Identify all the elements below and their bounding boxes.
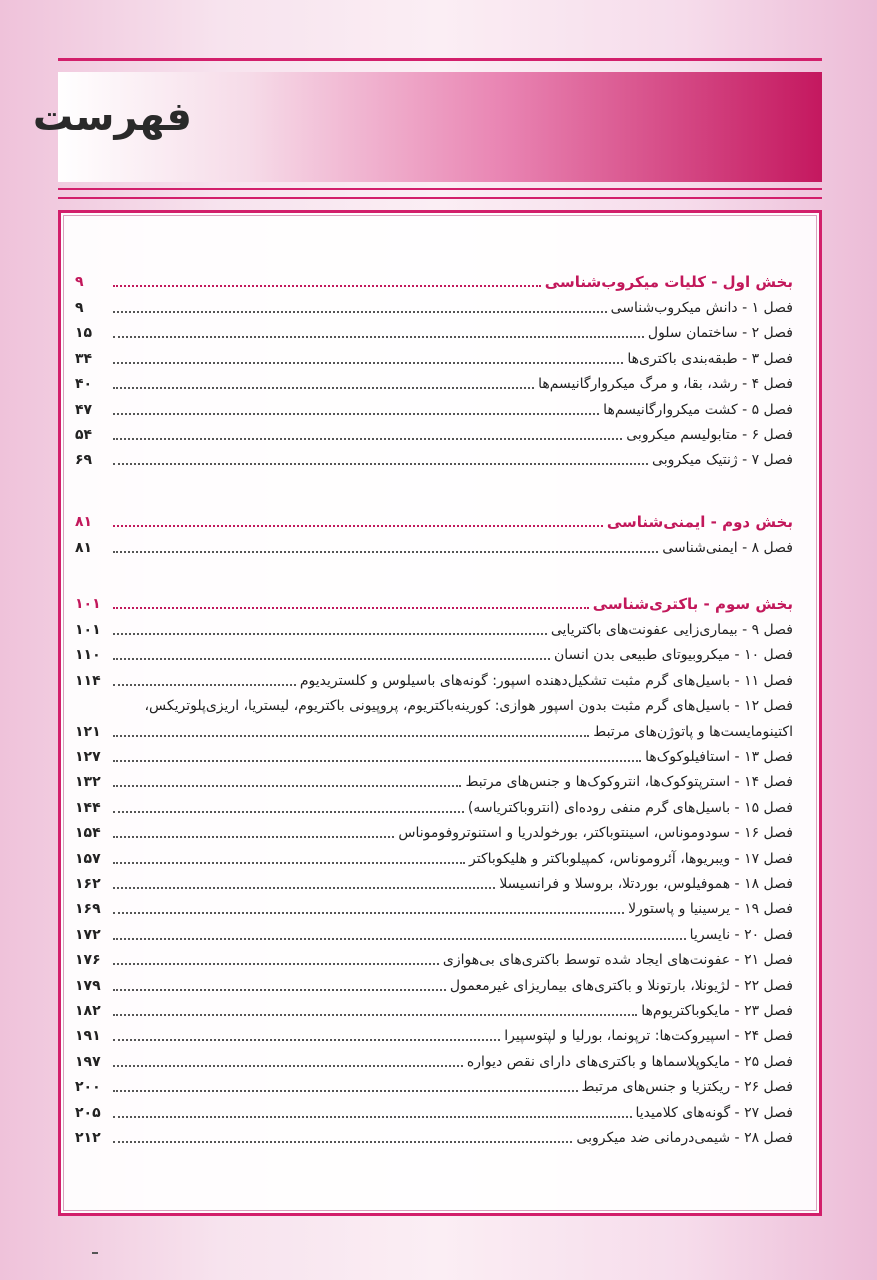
toc-chapter-title: فصل ۱۴ - استرپتوکوک‌ها، انتروکوک‌ها و جنس‌های مرتبط	[465, 774, 793, 791]
toc-chapter-title: اکتینومایست‌ها و پاتوژن‌های مرتبط	[593, 723, 793, 740]
toc-chapter-title: فصل ۲۲ - لژیونلا، بارتونلا و باکتری‌های بیماریزای غیرمعمول	[449, 977, 793, 994]
toc-chapter-title: فصل ۲۳ - مایکوباکتریوم‌ها	[641, 1003, 793, 1019]
toc-chapter-page-number: ۳۴	[75, 350, 93, 367]
toc-section-2-title: بخش دوم - ایمنی‌شناسی	[606, 513, 793, 531]
toc-chapter-title: فصل ۱۲ - باسیل‌های گرم مثبت بدون اسپور هوازی: کورینه‌باکتریوم، پروپیونی باکتریوم، لیستریا، اریزی‌پلوتریکس،	[144, 698, 793, 715]
toc-chapter-page-number: ۱۹۷	[75, 1053, 101, 1070]
page-title: فهرست	[32, 94, 192, 140]
dot-leader	[113, 836, 394, 838]
dot-leader	[113, 1039, 500, 1041]
toc-chapter[interactable]	[75, 294, 793, 318]
toc-chapter[interactable]	[75, 921, 793, 945]
toc-chapter[interactable]	[75, 870, 793, 894]
toc-chapter-title: فصل ۱۸ - هموفیلوس، بوردتلا، بروسلا و فرانسیسلا	[499, 876, 793, 892]
toc-section-2-page-number: ۸۱	[75, 514, 93, 530]
toc-chapter[interactable]	[75, 997, 793, 1021]
toc-chapter[interactable]	[75, 743, 793, 767]
dot-leader	[113, 525, 603, 527]
dot-leader	[113, 311, 607, 313]
toc-chapter[interactable]	[75, 667, 793, 691]
toc-chapter[interactable]	[75, 421, 793, 445]
toc-chapter-page-number: ۱۱۴	[75, 672, 101, 689]
toc-chapter[interactable]	[75, 616, 793, 640]
toc-chapter-page-number: ۱۵	[75, 325, 93, 342]
dot-leader	[113, 633, 547, 635]
toc-chapter[interactable]	[75, 1124, 793, 1148]
toc-chapter-title: فصل ۴ - رشد، بقا، و مرگ میکروارگانیسم‌ها	[538, 376, 793, 393]
toc-chapter-page-number: ۱۶۹	[75, 901, 101, 918]
toc-chapter-title: فصل ۱۵ - باسیل‌های گرم منفی روده‌ای (انتروباکتریاسه)	[467, 799, 793, 816]
toc-chapter-title: فصل ۲ - ساختمان سلول	[647, 325, 793, 342]
toc-chapter[interactable]	[75, 1099, 793, 1123]
dot-leader	[113, 607, 589, 609]
toc-chapter-title: فصل ۱۱ - باسیل‌های گرم مثبت تشکیل‌دهنده اسپور: گونه‌های باسیلوس و کلستریدیوم	[299, 672, 793, 689]
toc-chapter-title: فصل ۱ - دانش میکروب‌شناسی	[610, 300, 793, 316]
toc-section-3-page-number: ۱۰۱	[75, 596, 101, 612]
dot-leader	[113, 938, 686, 940]
toc-chapter-page-number: ۱۵۷	[75, 850, 101, 867]
toc-chapter-page-number: ۲۰۵	[75, 1104, 101, 1121]
toc-chapter-title: فصل ۱۹ - یرسینیا و پاستورلا	[628, 901, 793, 918]
toc-chapter-title: فصل ۸ - ایمنی‌شناسی	[662, 540, 793, 556]
toc-section-2[interactable]	[75, 508, 793, 532]
dot-leader	[113, 1065, 463, 1067]
toc-chapter[interactable]	[75, 895, 793, 919]
toc-chapter-page-number: ۱۲۷	[75, 749, 101, 765]
toc-section-3[interactable]	[75, 590, 793, 614]
toc-chapter-page-number: ۱۱۰	[75, 647, 101, 664]
toc-chapter[interactable]	[75, 641, 793, 665]
dot-leader	[113, 438, 622, 440]
toc-chapter-line[interactable]	[75, 692, 793, 716]
toc-chapter-page-number: ۱۴۴	[75, 799, 101, 816]
toc-chapter-page-number: ۱۵۴	[75, 825, 101, 842]
toc-chapter-title: فصل ۲۷ - گونه‌های کلامیدیا	[635, 1104, 793, 1121]
toc-chapter-page-number: ۱۲۱	[75, 723, 101, 740]
toc-chapter-title: فصل ۶ - متابولیسم میکروبی	[626, 427, 793, 443]
toc-chapter-title: فصل ۲۸ - شیمی‌درمانی ضد میکروبی	[576, 1130, 793, 1146]
toc-chapter[interactable]	[75, 1022, 793, 1046]
dot-leader	[113, 1090, 578, 1092]
toc-section-1-page-number: ۹	[75, 274, 84, 290]
toc-chapter-title: فصل ۷ - ژنتیک میکروبی	[652, 452, 793, 469]
toc-chapter-title: فصل ۱۶ - سودوموناس، اسینتوباکتر، بورخولدریا و استنوتروفوموناس	[398, 825, 793, 842]
dot-leader	[113, 887, 495, 889]
dot-leader	[113, 862, 465, 864]
toc-chapter[interactable]	[75, 972, 793, 996]
toc-chapter-page-number: ۵۴	[75, 427, 93, 443]
dot-leader	[113, 387, 534, 389]
toc-section-3-title: بخش سوم - باکتری‌شناسی	[592, 595, 793, 613]
toc-section-1-title: بخش اول - کلیات میکروب‌شناسی	[544, 273, 793, 291]
toc-chapter-title: فصل ۲۴ - اسپیروکت‌ها: ترپونما، بورلیا و لپتوسپیرا	[504, 1028, 793, 1045]
toc-chapter-page-number: ۴۰	[75, 376, 93, 393]
toc-chapter-title: فصل ۹ - بیماری‌زایی عفونت‌های باکتریایی	[550, 622, 793, 638]
dot-leader	[113, 658, 550, 660]
dot-leader	[113, 413, 599, 415]
toc-chapter[interactable]	[75, 1048, 793, 1072]
header-divider-line	[58, 188, 822, 190]
dot-leader	[113, 285, 541, 287]
dot-leader	[113, 1141, 572, 1143]
toc-chapter[interactable]	[75, 319, 793, 343]
toc-section-1[interactable]	[75, 268, 793, 292]
toc-chapter[interactable]	[75, 946, 793, 970]
dot-leader	[113, 963, 439, 965]
toc-chapter[interactable]	[75, 718, 793, 742]
dot-leader	[113, 684, 296, 686]
toc-chapter[interactable]	[75, 534, 793, 558]
top-border-line	[58, 58, 822, 61]
dot-leader	[113, 989, 446, 991]
header-banner	[32, 72, 822, 182]
dot-leader	[113, 463, 648, 465]
toc-chapter-title: فصل ۱۷ - ویبریوها، آئروموناس، کمپیلوباکتر و هلیکوباکتر	[469, 850, 793, 867]
toc-chapter[interactable]	[75, 370, 793, 394]
toc-chapter[interactable]	[75, 396, 793, 420]
toc-chapter[interactable]	[75, 1073, 793, 1097]
dot-leader	[113, 362, 623, 364]
toc-chapter-title: فصل ۲۰ - نایسریا	[689, 926, 793, 943]
toc-chapter-page-number: ۱۷۶	[75, 952, 101, 969]
toc-chapter-page-number: ۴۷	[75, 401, 93, 418]
dot-leader	[113, 811, 464, 813]
toc-chapter-title: فصل ۱۰ - میکروبیوتای طبیعی بدن انسان	[553, 647, 793, 664]
header-divider-line-2	[58, 197, 822, 199]
toc-chapter-page-number: ۲۰۰	[75, 1079, 101, 1096]
dot-leader	[113, 785, 461, 787]
dot-leader	[113, 760, 641, 762]
toc-chapter-page-number: ۱۷۲	[75, 926, 101, 943]
toc-chapter[interactable]	[75, 819, 793, 843]
toc-chapter-title: فصل ۱۳ - استافیلوکوک‌ها	[645, 749, 793, 765]
toc-chapter-page-number: ۱۸۲	[75, 1003, 101, 1019]
dot-leader	[113, 735, 589, 737]
toc-chapter-page-number: ۱۹۱	[75, 1028, 101, 1045]
dot-leader	[113, 1116, 632, 1118]
dot-leader	[113, 336, 644, 338]
footer-mark	[92, 1252, 98, 1254]
dot-leader	[113, 1014, 637, 1016]
toc-chapter-page-number: ۱۷۹	[75, 977, 101, 994]
toc-chapter-page-number: ۱۶۲	[75, 876, 101, 892]
toc-chapter[interactable]	[75, 345, 793, 369]
toc-chapter[interactable]	[75, 768, 793, 792]
toc-chapter-page-number: ۲۱۲	[75, 1130, 101, 1146]
toc-chapter-page-number: ۱۰۱	[75, 622, 101, 638]
toc-chapter[interactable]	[75, 794, 793, 818]
toc-chapter-title: فصل ۲۶ - ریکتزیا و جنس‌های مرتبط	[581, 1079, 793, 1096]
toc-chapter-title: فصل ۵ - کشت میکروارگانیسم‌ها	[603, 401, 793, 418]
toc-chapter-page-number: ۸۱	[75, 540, 93, 556]
dot-leader	[113, 912, 624, 914]
toc-chapter-title: فصل ۳ - طبقه‌بندی باکتری‌ها	[627, 350, 793, 367]
toc-chapter[interactable]	[75, 845, 793, 869]
toc-chapter-title: فصل ۲۵ - مایکوپلاسماها و باکتری‌های دارای نقص دیواره	[466, 1053, 793, 1070]
toc-chapter-page-number: ۶۹	[75, 452, 93, 469]
dot-leader	[113, 551, 658, 553]
toc-chapter[interactable]	[75, 446, 793, 470]
toc-chapter-page-number: ۱۳۲	[75, 774, 101, 791]
toc-chapter-title: فصل ۲۱ - عفونت‌های ایجاد شده توسط باکتری‌های بی‌هوازی	[442, 952, 793, 969]
toc-chapter-page-number: ۹	[75, 300, 84, 316]
